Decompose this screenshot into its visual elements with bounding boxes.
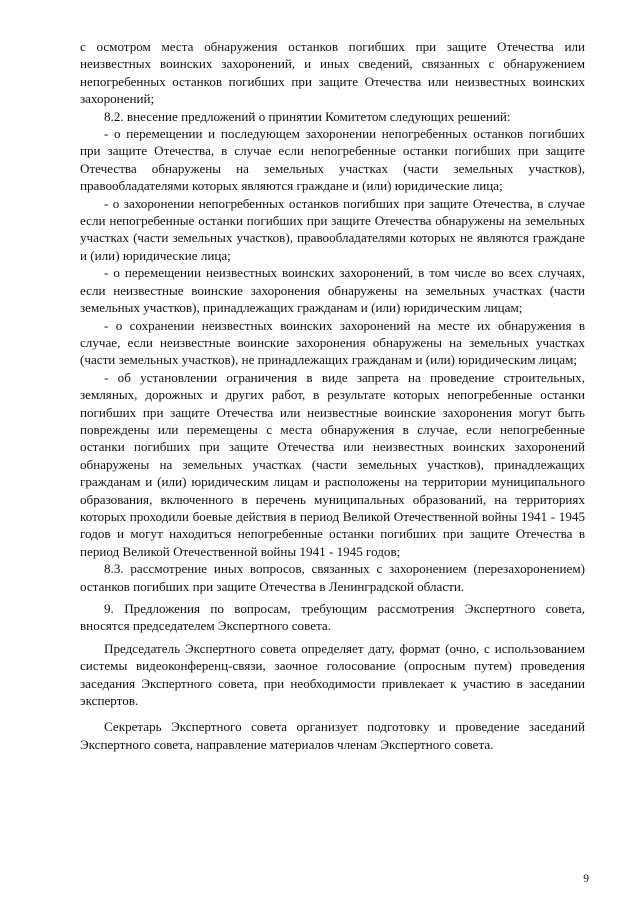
paragraph-burial-item: - о захоронении непогребенных останков погибших при защите Отечества, в случае если непогребенные останки погибших при защите Отечества обнаружены на земельных участках (части земельных участков), правообладателями которых не являются граждане и (или) юридические лица; bbox=[80, 195, 585, 263]
page-number: 9 bbox=[583, 873, 589, 885]
paragraph-chairman: Председатель Экспертного совета определяет дату, формат (очно, с использованием системы видеоконференц-связи, заочное голосование (опросным путем) проведения заседания Экспертного совета, при необходимости привлекает к участию в заседании экспертов. bbox=[80, 640, 585, 709]
document-body bbox=[80, 38, 585, 753]
paragraph-preservation-item: - о сохранении неизвестных воинских захоронений на месте их обнаружения в случае, если неизвестные воинские захоронения обнаружены на земельных участках (части земельных участков), не принадлежащих гражданам и (или) юридическим лицам; bbox=[80, 317, 585, 368]
paragraph-secretary: Секретарь Экспертного совета организует подготовку и проведение заседаний Экспертного совета, направление материалов членам Экспертного совета. bbox=[80, 719, 585, 752]
paragraph-restriction-item: - об установлении ограничения в виде запрета на проведение строительных, земляных, дорожных и других работ, в результате которых непогребенные останки погибших при защите Отечества или неизвестные воинские захоронения могут быть повреждены или перемещены с места обнаружения в случае, если непогребенные останки погибших при защите Отечества или неизвестных воинских захоронений обнаружены на земельных участках (части земельных участков), принадлежащих гражданам и (или) юридическим лицам и расположены на территории муниципального образования, включенного в перечень муниципальных образований, на территориях которых проходили боевые действия в период Великой Отечественной войны 1941 - 1945 годов и могут находиться непогребенные останки погибших при защите Отечества в период Великой Отечественной войны 1941 - 1945 годов; bbox=[80, 369, 585, 559]
paragraph-9: 9. Предложения по вопросам, требующим рассмотрения Экспертного совета, вносятся председателем Экспертного совета. bbox=[80, 601, 585, 634]
paragraph-8-2: 8.2. внесение предложений о принятии Комитетом следующих решений: bbox=[104, 108, 511, 124]
paragraph-relocation-item: - о перемещении неизвестных воинских захоронений, в том числе во всех случаях, если неизвестные воинские захоронения обнаружены на земельных участках (части земельных участков), принадлежащих гражданам и (или) юридическим лицам; bbox=[80, 265, 585, 316]
paragraph-8-3: 8.3. рассмотрение иных вопросов, связанных с захоронением (перезахоронением) останков погибших при защите Отечества в Ленинградской области. bbox=[80, 561, 585, 594]
paragraph-continuation: с осмотром места обнаружения останков погибших при защите Отечества или неизвестных воинских захоронений, и иных сведений, связанных с обнаружением непогребенных останков погибших при защите Отечества или неизвестных воинских захоронений; bbox=[80, 39, 585, 107]
paragraph-reburial-item: - о перемещении и последующем захоронении непогребенных останков погибших при защите Отечества, в случае если непогребенные останки погибших при защите Отечества обнаружены на земельных участках (части земельных участков), правообладателями которых являются граждане и (или) юридические лица; bbox=[80, 126, 585, 194]
